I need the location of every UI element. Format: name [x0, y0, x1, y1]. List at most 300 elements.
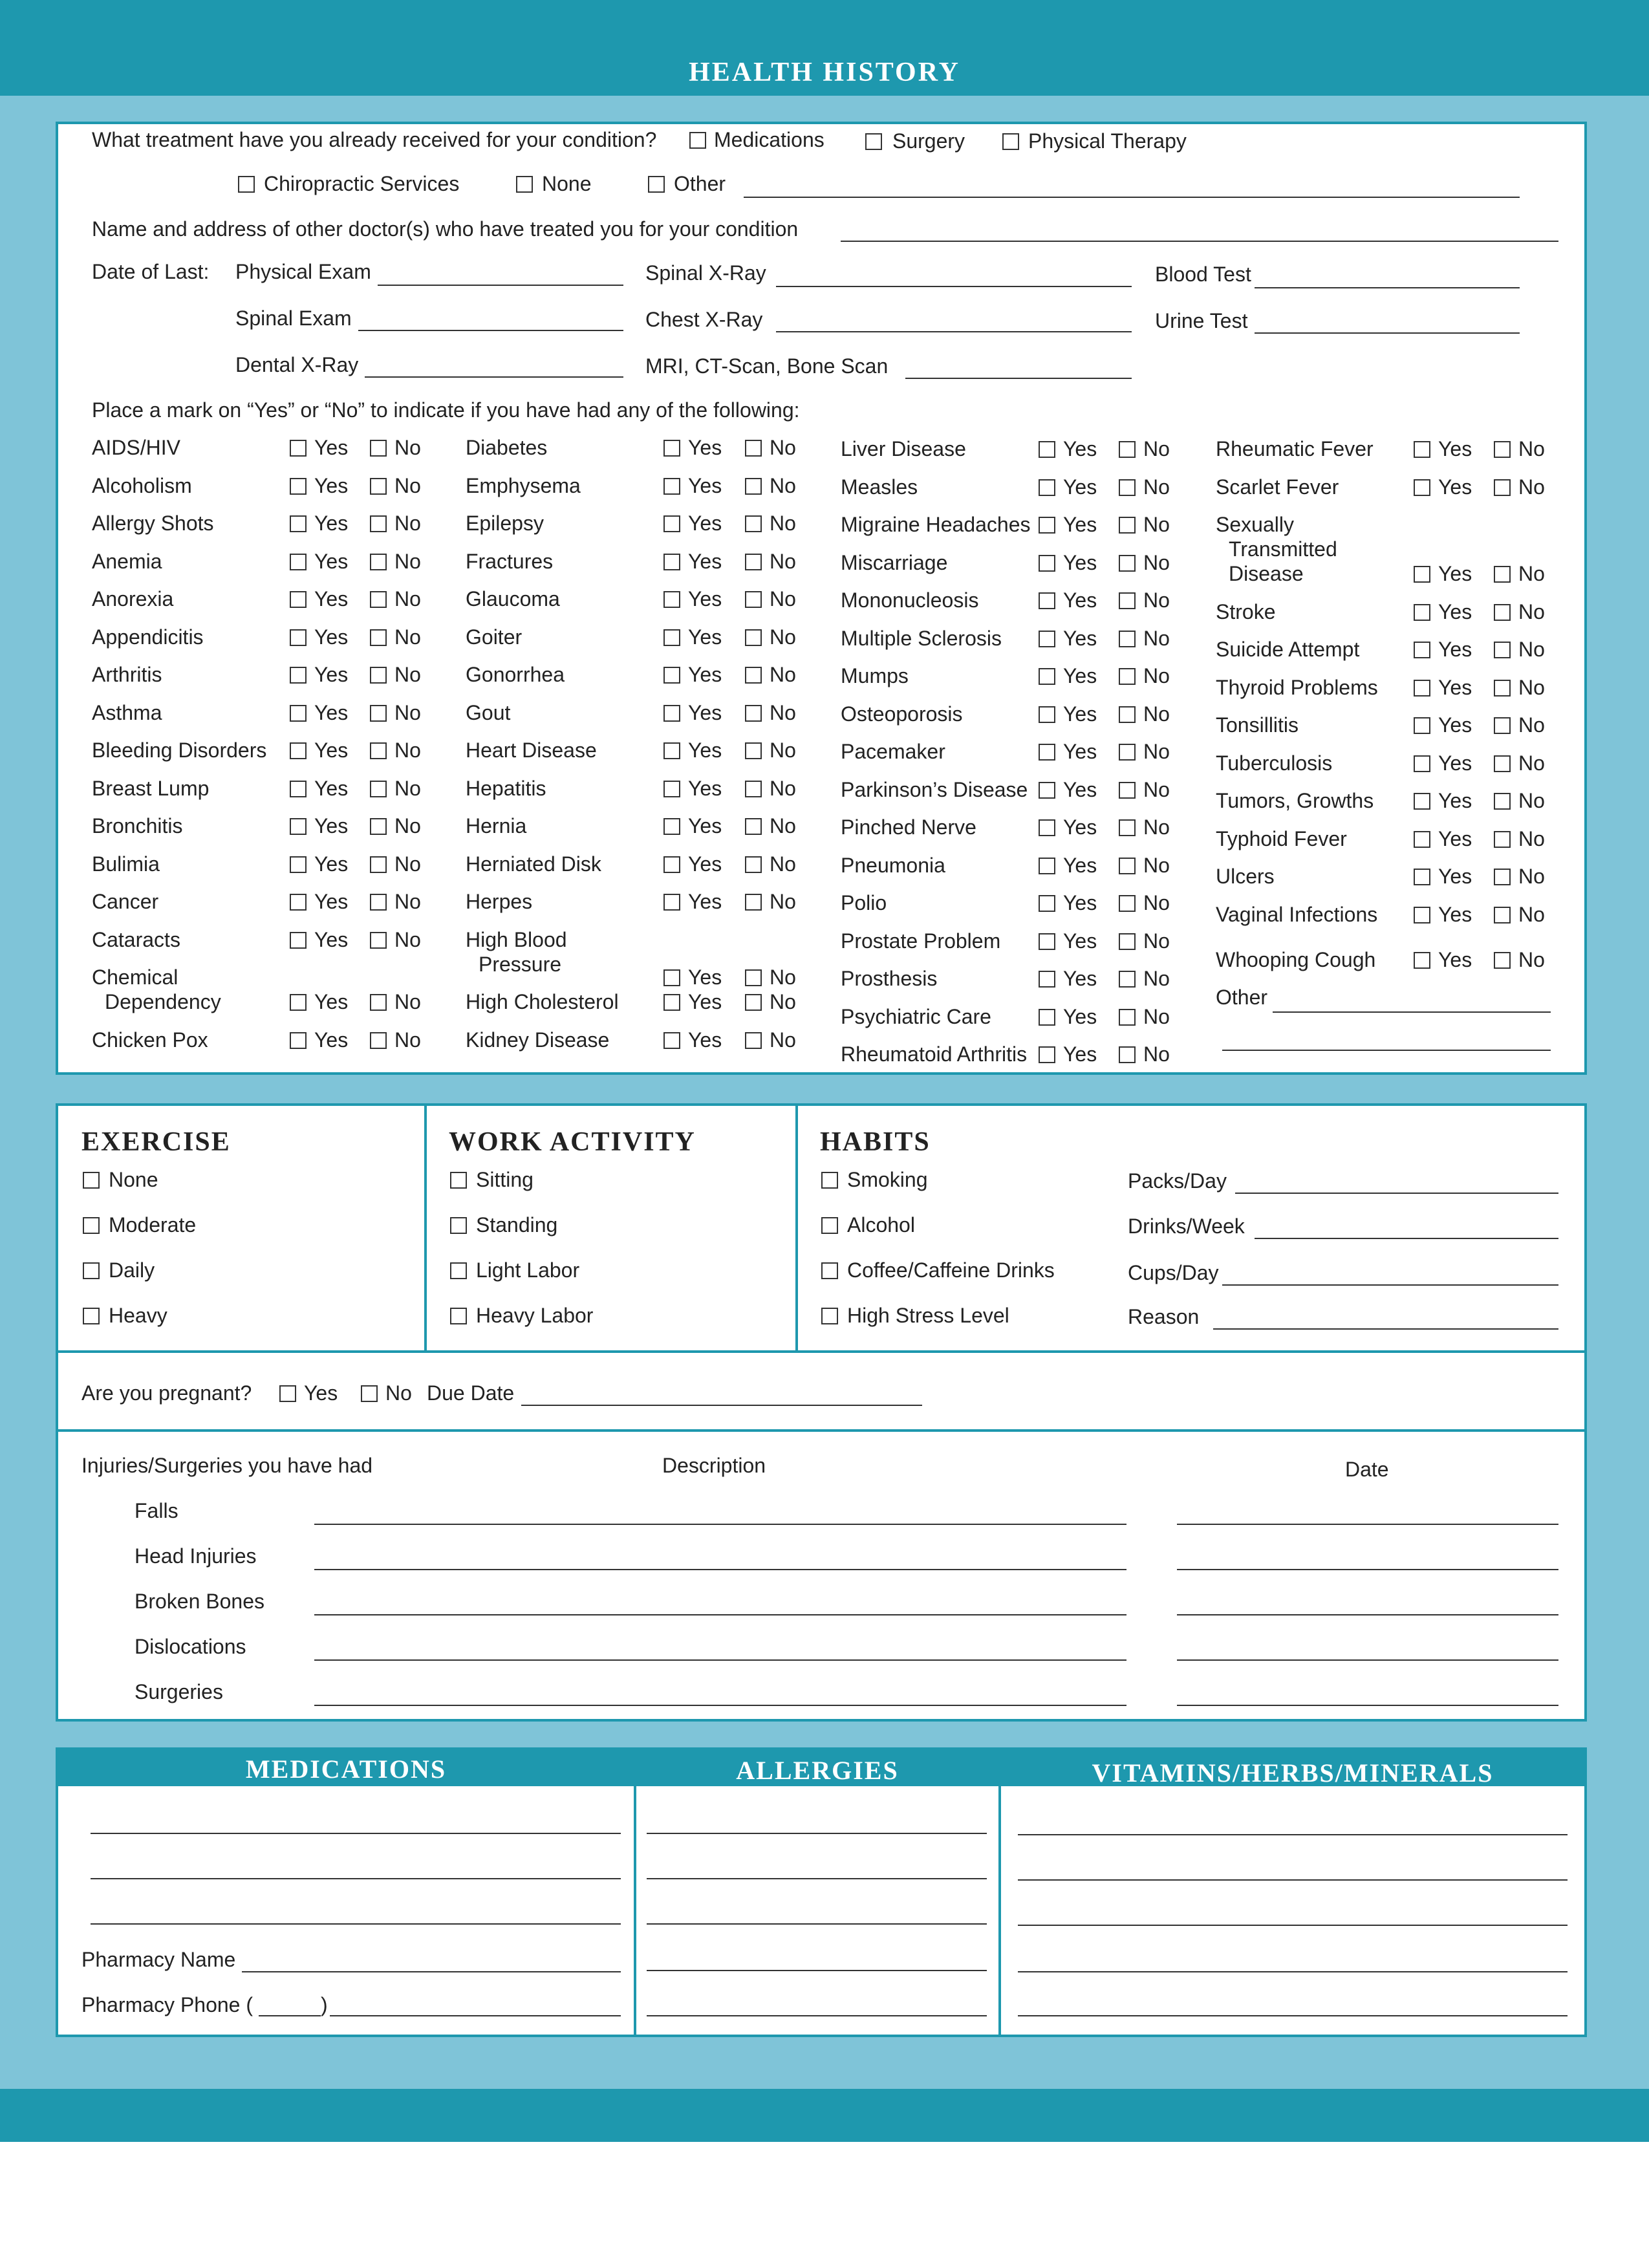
- dental-xray-line[interactable]: [365, 376, 623, 378]
- condition-no-checkbox[interactable]: [1119, 441, 1136, 458]
- condition-yes-label: Yes: [314, 852, 349, 876]
- work-sitting-label: Sitting: [476, 1168, 534, 1191]
- condition-no-checkbox[interactable]: [370, 994, 387, 1011]
- condition-no-checkbox[interactable]: [745, 591, 762, 608]
- condition-no-label: No: [1143, 550, 1170, 574]
- condition-no-checkbox[interactable]: [370, 478, 387, 495]
- condition-no-checkbox[interactable]: [745, 440, 762, 457]
- condition-yes-checkbox[interactable]: [1039, 479, 1055, 496]
- condition-label: Hepatitis: [466, 776, 546, 800]
- exercise-moderate-label: Moderate: [109, 1213, 197, 1237]
- condition-yes-checkbox[interactable]: [290, 781, 307, 797]
- condition-yes-checkbox[interactable]: [663, 554, 680, 570]
- condition-no-label: No: [1143, 1042, 1170, 1066]
- urine-test-line[interactable]: [1255, 332, 1520, 334]
- condition-yes-label: Yes: [1063, 891, 1097, 914]
- drinks-per-week-line[interactable]: [1255, 1238, 1558, 1239]
- condition-yes-checkbox[interactable]: [663, 856, 680, 873]
- condition-yes-label: Yes: [314, 625, 349, 649]
- condition-no-checkbox[interactable]: [1119, 555, 1136, 572]
- habit-stress-label: High Stress Level: [847, 1304, 1009, 1327]
- condition-yes-checkbox[interactable]: [290, 515, 307, 532]
- injury-broken-bones-date-line[interactable]: [1177, 1614, 1558, 1615]
- condition-yes-checkbox[interactable]: [1414, 907, 1430, 923]
- condition-no-label: No: [770, 587, 796, 610]
- stress-reason-line[interactable]: [1213, 1328, 1558, 1330]
- condition-label: Gonorrhea: [466, 663, 565, 686]
- condition-no-checkbox[interactable]: [1119, 517, 1136, 534]
- due-date-label: Due Date: [427, 1381, 515, 1405]
- condition-label: Hernia: [466, 814, 527, 837]
- condition-yes-checkbox[interactable]: [1039, 706, 1055, 723]
- condition-yes-checkbox[interactable]: [1414, 441, 1430, 458]
- condition-yes-checkbox[interactable]: [290, 705, 307, 722]
- treatment-physical-therapy-checkbox[interactable]: [1002, 133, 1019, 150]
- condition-label: Stroke: [1216, 599, 1276, 623]
- condition-yes-label: Yes: [688, 776, 722, 800]
- conditions-instruction: Place a mark on “Yes” or “No” to indicate if you have had any of the following:: [92, 398, 800, 422]
- condition-label: Ulcers: [1216, 865, 1275, 889]
- treatment-other-checkbox[interactable]: [648, 176, 665, 193]
- condition-yes-checkbox[interactable]: [290, 856, 307, 873]
- condition-yes-label: Yes: [1063, 853, 1097, 877]
- treatment-other-line[interactable]: [744, 197, 1520, 198]
- condition-no-checkbox[interactable]: [1494, 869, 1511, 885]
- mri-ct-bone-scan-line[interactable]: [905, 378, 1132, 379]
- condition-yes-label: Yes: [688, 587, 722, 610]
- condition-yes-label: Yes: [314, 927, 349, 951]
- condition-no-checkbox[interactable]: [1494, 479, 1511, 496]
- condition-no-checkbox[interactable]: [745, 818, 762, 835]
- condition-no-label: No: [1143, 815, 1170, 839]
- condition-no-checkbox[interactable]: [370, 856, 387, 873]
- condition-yes-checkbox[interactable]: [663, 591, 680, 608]
- condition-label: Tumors, Growths: [1216, 789, 1374, 813]
- injury-falls-label: Falls: [135, 1499, 178, 1522]
- condition-no-checkbox[interactable]: [370, 781, 387, 797]
- treatment-none-label: None: [542, 172, 592, 195]
- condition-yes-checkbox[interactable]: [290, 629, 307, 646]
- condition-label: Dependency: [105, 990, 221, 1014]
- condition-no-checkbox[interactable]: [745, 894, 762, 911]
- injury-falls-date-line[interactable]: [1177, 1524, 1558, 1525]
- medication-line-3[interactable]: [91, 1923, 621, 1925]
- condition-no-checkbox[interactable]: [745, 705, 762, 722]
- condition-no-checkbox[interactable]: [1494, 717, 1511, 734]
- treatment-none-checkbox[interactable]: [516, 176, 533, 193]
- packs-per-day-line[interactable]: [1235, 1193, 1558, 1194]
- drinks-per-week-label: Drinks/Week: [1128, 1215, 1245, 1238]
- vitamin-line-2[interactable]: [1018, 1879, 1568, 1881]
- condition-label: Mononucleosis: [841, 589, 979, 612]
- condition-no-checkbox[interactable]: [745, 554, 762, 570]
- spinal-exam-line[interactable]: [358, 330, 623, 331]
- condition-yes-checkbox[interactable]: [290, 818, 307, 835]
- condition-label: Diabetes: [466, 436, 548, 459]
- pharmacy-name-line[interactable]: [242, 1971, 621, 1972]
- condition-no-checkbox[interactable]: [1494, 952, 1511, 969]
- medical-history-panel: [56, 122, 1587, 1075]
- condition-label: Pneumonia: [841, 853, 945, 877]
- condition-yes-label: Yes: [688, 814, 722, 837]
- condition-no-checkbox[interactable]: [1119, 668, 1136, 685]
- condition-no-label: No: [770, 663, 796, 686]
- condition-yes-label: Yes: [688, 890, 722, 913]
- work-heavy-labor-checkbox[interactable]: [450, 1308, 467, 1324]
- spinal-xray-label: Spinal X-Ray: [645, 261, 766, 285]
- pregnancy-top-divider: [58, 1350, 1584, 1353]
- condition-yes-checkbox[interactable]: [1039, 1046, 1055, 1063]
- condition-no-checkbox[interactable]: [1119, 592, 1136, 609]
- condition-no-checkbox[interactable]: [1119, 631, 1136, 647]
- condition-no-label: No: [1143, 967, 1170, 990]
- condition-no-checkbox[interactable]: [745, 969, 762, 986]
- spinal-xray-line[interactable]: [776, 286, 1132, 287]
- condition-yes-label: Yes: [1063, 740, 1097, 763]
- work-divider: [795, 1106, 798, 1350]
- habit-coffee-checkbox[interactable]: [821, 1262, 838, 1279]
- condition-label: Other: [1216, 986, 1268, 1010]
- condition-no-label: No: [394, 739, 421, 762]
- vitamin-line-5[interactable]: [1018, 2015, 1568, 2016]
- condition-label: Suicide Attempt: [1216, 638, 1360, 662]
- condition-yes-checkbox[interactable]: [1039, 933, 1055, 950]
- condition-no-checkbox[interactable]: [370, 440, 387, 457]
- condition-yes-label: Yes: [314, 990, 349, 1014]
- medication-line-1[interactable]: [91, 1833, 621, 1834]
- condition-yes-checkbox[interactable]: [1039, 1009, 1055, 1026]
- condition-no-label: No: [394, 927, 421, 951]
- due-date-line[interactable]: [521, 1405, 922, 1406]
- injury-surgeries-date-line[interactable]: [1177, 1705, 1558, 1706]
- condition-yes-checkbox[interactable]: [1414, 755, 1430, 772]
- condition-yes-checkbox[interactable]: [290, 894, 307, 911]
- condition-yes-checkbox[interactable]: [663, 894, 680, 911]
- condition-label: Fractures: [466, 549, 554, 573]
- treatment-chiropractic-checkbox[interactable]: [238, 176, 255, 193]
- condition-no-checkbox[interactable]: [1494, 755, 1511, 772]
- exercise-daily-checkbox[interactable]: [83, 1262, 100, 1279]
- condition-no-checkbox[interactable]: [370, 932, 387, 949]
- condition-yes-checkbox[interactable]: [1039, 858, 1055, 874]
- condition-no-checkbox[interactable]: [1119, 858, 1136, 874]
- condition-no-checkbox[interactable]: [1119, 971, 1136, 988]
- condition-yes-checkbox[interactable]: [663, 440, 680, 457]
- condition-yes-checkbox[interactable]: [1414, 566, 1430, 583]
- condition-label: Rheumatic Fever: [1216, 437, 1374, 460]
- condition-label: Herniated Disk: [466, 852, 601, 876]
- condition-yes-checkbox[interactable]: [290, 1032, 307, 1049]
- condition-no-checkbox[interactable]: [1119, 1046, 1136, 1063]
- condition-no-checkbox[interactable]: [745, 856, 762, 873]
- condition-no-checkbox[interactable]: [1494, 604, 1511, 621]
- condition-yes-label: Yes: [314, 814, 349, 837]
- pharmacy-phone-area-line[interactable]: [259, 2015, 321, 2016]
- injury-falls-description-line[interactable]: [314, 1524, 1126, 1525]
- condition-yes-checkbox[interactable]: [1039, 819, 1055, 836]
- exercise-none-checkbox[interactable]: [83, 1172, 100, 1189]
- condition-label: Heart Disease: [466, 739, 597, 762]
- treatment-other-label: Other: [674, 172, 726, 195]
- condition-label: Prostate Problem: [841, 929, 1001, 953]
- condition-yes-checkbox[interactable]: [1414, 642, 1430, 658]
- condition-no-checkbox[interactable]: [1119, 933, 1136, 950]
- other-doctors-label: Name and address of other doctor(s) who have treated you for your condition: [92, 217, 799, 241]
- condition-label: Bulimia: [92, 852, 160, 876]
- condition-yes-label: Yes: [1438, 475, 1472, 499]
- other-doctors-line[interactable]: [841, 241, 1558, 242]
- condition-yes-checkbox[interactable]: [290, 591, 307, 608]
- condition-no-checkbox[interactable]: [745, 478, 762, 495]
- condition-label: Appendicitis: [92, 625, 204, 649]
- condition-no-label: No: [394, 814, 421, 837]
- injury-head-description-line[interactable]: [314, 1569, 1126, 1570]
- condition-yes-label: Yes: [314, 663, 349, 686]
- condition-no-checkbox[interactable]: [1494, 831, 1511, 848]
- pregnant-question: Are you pregnant?: [81, 1381, 252, 1405]
- condition-label: Pinched Nerve: [841, 815, 976, 839]
- condition-yes-checkbox[interactable]: [1414, 604, 1430, 621]
- injury-dislocations-label: Dislocations: [135, 1635, 246, 1658]
- habit-smoking-checkbox[interactable]: [821, 1172, 838, 1189]
- condition-yes-checkbox[interactable]: [1039, 744, 1055, 761]
- pregnant-yes-checkbox[interactable]: [279, 1385, 296, 1402]
- condition-no-checkbox[interactable]: [745, 781, 762, 797]
- condition-yes-checkbox[interactable]: [1414, 831, 1430, 848]
- condition-no-checkbox[interactable]: [1494, 680, 1511, 697]
- condition-no-checkbox[interactable]: [370, 894, 387, 911]
- condition-yes-checkbox[interactable]: [1414, 869, 1430, 885]
- condition-no-checkbox[interactable]: [745, 994, 762, 1011]
- condition-no-checkbox[interactable]: [370, 629, 387, 646]
- injuries-label: Injuries/Surgeries you have had: [81, 1454, 373, 1477]
- condition-yes-checkbox[interactable]: [663, 629, 680, 646]
- allergy-line-4[interactable]: [647, 1970, 987, 1971]
- condition-label: Breast Lump: [92, 776, 210, 800]
- condition-no-label: No: [1518, 437, 1545, 460]
- condition-label: Migraine Headaches: [841, 513, 1031, 536]
- condition-no-checkbox[interactable]: [745, 1032, 762, 1049]
- condition-label: Anemia: [92, 549, 162, 573]
- condition-label: High Blood: [466, 927, 567, 951]
- condition-no-label: No: [770, 700, 796, 724]
- condition-no-checkbox[interactable]: [370, 515, 387, 532]
- condition-yes-label: Yes: [1063, 929, 1097, 953]
- exercise-heavy-checkbox[interactable]: [83, 1308, 100, 1324]
- condition-no-label: No: [1518, 713, 1545, 737]
- condition-yes-checkbox[interactable]: [663, 818, 680, 835]
- condition-label: Herpes: [466, 890, 533, 913]
- condition-other-line[interactable]: [1273, 1011, 1551, 1013]
- condition-yes-checkbox[interactable]: [1039, 555, 1055, 572]
- condition-yes-checkbox[interactable]: [1039, 668, 1055, 685]
- injury-surgeries-description-line[interactable]: [314, 1705, 1126, 1706]
- condition-no-checkbox[interactable]: [1494, 566, 1511, 583]
- condition-no-label: No: [1518, 865, 1545, 889]
- condition-no-checkbox[interactable]: [1494, 793, 1511, 810]
- condition-no-checkbox[interactable]: [370, 705, 387, 722]
- condition-label: Anorexia: [92, 587, 174, 610]
- condition-yes-checkbox[interactable]: [663, 781, 680, 797]
- condition-yes-label: Yes: [314, 776, 349, 800]
- condition-yes-checkbox[interactable]: [663, 1032, 680, 1049]
- condition-yes-checkbox[interactable]: [1414, 479, 1430, 496]
- condition-yes-checkbox[interactable]: [663, 478, 680, 495]
- treatment-surgery-checkbox[interactable]: [865, 133, 882, 150]
- injury-surgeries-label: Surgeries: [135, 1680, 223, 1703]
- condition-label: Chemical: [92, 966, 178, 989]
- stress-reason-label: Reason: [1128, 1305, 1200, 1328]
- condition-label: Parkinson’s Disease: [841, 777, 1028, 801]
- exercise-title: EXERCISE: [81, 1127, 231, 1157]
- condition-yes-checkbox[interactable]: [290, 742, 307, 759]
- physical-exam-line[interactable]: [378, 285, 623, 286]
- condition-yes-checkbox[interactable]: [1414, 680, 1430, 697]
- condition-no-checkbox[interactable]: [1494, 907, 1511, 923]
- condition-yes-label: Yes: [314, 739, 349, 762]
- allergy-line-5[interactable]: [647, 2015, 987, 2016]
- condition-yes-checkbox[interactable]: [1414, 717, 1430, 734]
- condition-yes-checkbox[interactable]: [1414, 952, 1430, 969]
- habits-title: HABITS: [820, 1127, 931, 1157]
- urine-test-label: Urine Test: [1155, 309, 1248, 332]
- condition-no-checkbox[interactable]: [370, 554, 387, 570]
- blood-test-label: Blood Test: [1155, 263, 1251, 286]
- condition-no-checkbox[interactable]: [1119, 782, 1136, 799]
- injury-broken-bones-description-line[interactable]: [314, 1614, 1126, 1615]
- condition-yes-checkbox[interactable]: [663, 742, 680, 759]
- condition-no-checkbox[interactable]: [1494, 642, 1511, 658]
- condition-yes-checkbox[interactable]: [1039, 895, 1055, 912]
- condition-no-checkbox[interactable]: [1119, 895, 1136, 912]
- condition-yes-checkbox[interactable]: [1039, 592, 1055, 609]
- packs-per-day-label: Packs/Day: [1128, 1169, 1227, 1193]
- condition-no-checkbox[interactable]: [745, 742, 762, 759]
- condition-no-label: No: [1518, 789, 1545, 813]
- condition-yes-checkbox[interactable]: [663, 515, 680, 532]
- habit-alcohol-checkbox[interactable]: [821, 1217, 838, 1234]
- injuries-description-header: Description: [662, 1454, 766, 1477]
- condition-no-label: No: [770, 966, 796, 989]
- condition-no-checkbox[interactable]: [1119, 1009, 1136, 1026]
- condition-yes-checkbox[interactable]: [290, 667, 307, 684]
- work-standing-label: Standing: [476, 1213, 558, 1237]
- condition-yes-checkbox[interactable]: [290, 994, 307, 1011]
- condition-no-checkbox[interactable]: [745, 629, 762, 646]
- vitamin-line-4[interactable]: [1018, 1971, 1568, 1972]
- condition-no-checkbox[interactable]: [370, 818, 387, 835]
- condition-yes-label: Yes: [1438, 675, 1472, 699]
- condition-yes-checkbox[interactable]: [663, 667, 680, 684]
- condition-yes-checkbox[interactable]: [1039, 782, 1055, 799]
- condition-yes-checkbox[interactable]: [290, 440, 307, 457]
- treatment-medications-checkbox[interactable]: [689, 132, 706, 149]
- condition-label: Psychiatric Care: [841, 1004, 991, 1028]
- condition-no-label: No: [1518, 475, 1545, 499]
- condition-no-checkbox[interactable]: [1119, 706, 1136, 723]
- condition-yes-label: Yes: [1438, 902, 1472, 926]
- condition-no-checkbox[interactable]: [370, 742, 387, 759]
- chest-xray-line[interactable]: [776, 331, 1132, 332]
- allergy-line-1[interactable]: [647, 1833, 987, 1834]
- condition-no-label: No: [394, 625, 421, 649]
- condition-label: Allergy Shots: [92, 512, 214, 535]
- condition-label: Vaginal Infections: [1216, 902, 1378, 926]
- condition-no-checkbox[interactable]: [1494, 441, 1511, 458]
- condition-yes-checkbox[interactable]: [290, 932, 307, 949]
- condition-no-label: No: [1143, 437, 1170, 460]
- condition-no-label: No: [1518, 826, 1545, 850]
- condition-label: Tonsillitis: [1216, 713, 1299, 737]
- condition-yes-checkbox[interactable]: [1039, 631, 1055, 647]
- condition-no-checkbox[interactable]: [370, 591, 387, 608]
- condition-yes-checkbox[interactable]: [1414, 793, 1430, 810]
- work-heavy-labor-label: Heavy Labor: [476, 1304, 594, 1327]
- condition-yes-checkbox[interactable]: [1039, 517, 1055, 534]
- habit-stress-checkbox[interactable]: [821, 1308, 838, 1324]
- condition-other-line-2[interactable]: [1222, 1050, 1551, 1051]
- allergy-line-3[interactable]: [647, 1923, 987, 1925]
- condition-label: Prosthesis: [841, 967, 938, 990]
- condition-yes-label: Yes: [688, 852, 722, 876]
- condition-no-checkbox[interactable]: [370, 1032, 387, 1049]
- condition-yes-checkbox[interactable]: [1039, 441, 1055, 458]
- condition-no-checkbox[interactable]: [1119, 819, 1136, 836]
- condition-yes-label: Yes: [688, 663, 722, 686]
- vitamin-line-3[interactable]: [1018, 1925, 1568, 1926]
- pregnant-no-checkbox[interactable]: [361, 1385, 378, 1402]
- condition-no-checkbox[interactable]: [1119, 479, 1136, 496]
- medications-title: MEDICATIONS: [245, 1755, 447, 1784]
- condition-label: Polio: [841, 891, 887, 914]
- injury-dislocations-description-line[interactable]: [314, 1659, 1126, 1661]
- injury-head-label: Head Injuries: [135, 1544, 257, 1568]
- condition-yes-checkbox[interactable]: [290, 478, 307, 495]
- page-bottom-margin: [0, 2142, 1649, 2268]
- medication-line-2[interactable]: [91, 1878, 621, 1879]
- condition-no-checkbox[interactable]: [745, 515, 762, 532]
- condition-yes-checkbox[interactable]: [1039, 971, 1055, 988]
- injury-dislocations-date-line[interactable]: [1177, 1659, 1558, 1661]
- condition-yes-checkbox[interactable]: [663, 705, 680, 722]
- work-light-labor-checkbox[interactable]: [450, 1262, 467, 1279]
- condition-no-label: No: [770, 776, 796, 800]
- vitamin-line-1[interactable]: [1018, 1834, 1568, 1835]
- condition-no-checkbox[interactable]: [370, 667, 387, 684]
- pharmacy-phone-number-line[interactable]: [330, 2015, 621, 2016]
- condition-yes-checkbox[interactable]: [663, 994, 680, 1011]
- blood-test-line[interactable]: [1255, 287, 1520, 288]
- work-standing-checkbox[interactable]: [450, 1217, 467, 1234]
- condition-no-label: No: [770, 625, 796, 649]
- condition-no-checkbox[interactable]: [1119, 744, 1136, 761]
- work-sitting-checkbox[interactable]: [450, 1172, 467, 1189]
- condition-yes-label: Yes: [1438, 562, 1472, 586]
- condition-yes-label: Yes: [1438, 947, 1472, 971]
- condition-no-label: No: [1143, 626, 1170, 650]
- injury-head-date-line[interactable]: [1177, 1569, 1558, 1570]
- exercise-moderate-checkbox[interactable]: [83, 1217, 100, 1234]
- allergies-title: ALLERGIES: [736, 1756, 899, 1785]
- condition-no-label: No: [394, 776, 421, 800]
- allergy-line-2[interactable]: [647, 1878, 987, 1879]
- condition-no-checkbox[interactable]: [745, 667, 762, 684]
- condition-yes-label: Yes: [1063, 626, 1097, 650]
- condition-yes-checkbox[interactable]: [290, 554, 307, 570]
- condition-no-label: No: [770, 814, 796, 837]
- condition-yes-checkbox[interactable]: [663, 969, 680, 986]
- cups-per-day-line[interactable]: [1222, 1284, 1558, 1286]
